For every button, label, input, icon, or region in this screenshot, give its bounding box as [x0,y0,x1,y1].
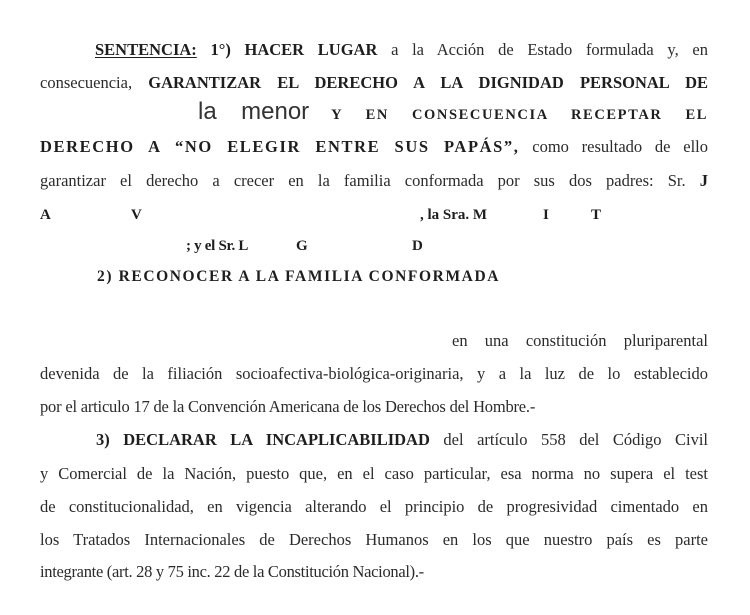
item2-heading-line [97,266,500,287]
item3-line3-text: de constitucionalidad, en vigencia alterando el principio de progresividad cimentado en [40,497,708,516]
item3-line-3 [40,497,708,517]
item3-line2-text: y Comercial de la Nación, puesto que, en el caso particular, esa norma no supera el test [40,464,708,483]
item3-line5-text: integrante (art. 28 y 75 inc. 22 de la Constitución Nacional).- [40,562,424,581]
item1-line1-text: a la Acción de Estado formulada y, en [391,40,708,59]
item3-line4-text: los Tratados Internacionales de Derechos Humanos en los que nuestro país es parte [40,530,708,549]
name-initial-d: D [412,238,423,254]
name-initial-i: I [543,207,549,223]
resolution-line-1 [95,40,708,60]
hacer-lugar: HACER LUGAR [244,40,378,59]
redaction-overlay-text: la menor [198,98,310,125]
item1-number: 1°) [210,40,231,59]
item3-line1-text: del artículo 558 del Código Civil [443,430,708,449]
name-initial-a: A [40,207,51,223]
name-initial-t: T [591,207,602,223]
item2-line3-text: por el articulo 17 de la Convención Americana de los Derechos del Hombre.- [40,397,536,416]
item3-line-1 [96,430,708,450]
item2-line-1 [452,331,708,351]
item3-line-2 [40,464,708,484]
resolution-line-2 [40,73,708,93]
name-initial-g: G [296,238,308,254]
item2-line1-text: en una constitución pluriparental [452,331,708,350]
item3-line-5 [40,562,708,582]
name-initial-j: J [699,171,708,190]
declarar-incaplicabilidad: 3) DECLARAR LA INCAPLICABILIDAD [96,430,430,449]
resolution-line-3 [198,98,709,125]
no-elegir-entre-papas: DERECHO A “NO ELEGIR ENTRE SUS PAPÁS”, [40,137,520,156]
item1-line5-text: garantizar el derecho a crecer en la familia conformada por sus dos padres: Sr. [40,171,686,190]
name-initial-v: V [131,207,142,223]
sr-label: ; y el Sr. L [186,238,249,254]
item3-line-4 [40,530,708,550]
item2-line2-text: devenida de la filiación socioafectiva-biológica-originaria, y a la luz de lo establecido [40,364,708,383]
receptar-derecho: Y EN CONSECUENCIA RECEPTAR EL [331,107,709,123]
item1-line2-start: consecuencia, [40,73,133,92]
redacted-names-row-2 [40,236,708,256]
resolution-line-4 [40,137,708,157]
item2-line-3 [40,397,708,417]
garantizar-derecho: GARANTIZAR EL DERECHO A LA DIGNIDAD PERSONAL DE [148,73,709,92]
resolution-line-5 [40,171,708,191]
reconocer-familia-heading: 2) RECONOCER A LA FAMILIA CONFORMADA [97,268,501,285]
sentencia-heading: SENTENCIA: [95,40,197,59]
sra-label: , la Sra. M [420,207,488,223]
redacted-names-row-1 [40,205,708,225]
item1-line4-text: como resultado de ello [532,137,708,156]
item2-line-2 [40,364,708,384]
